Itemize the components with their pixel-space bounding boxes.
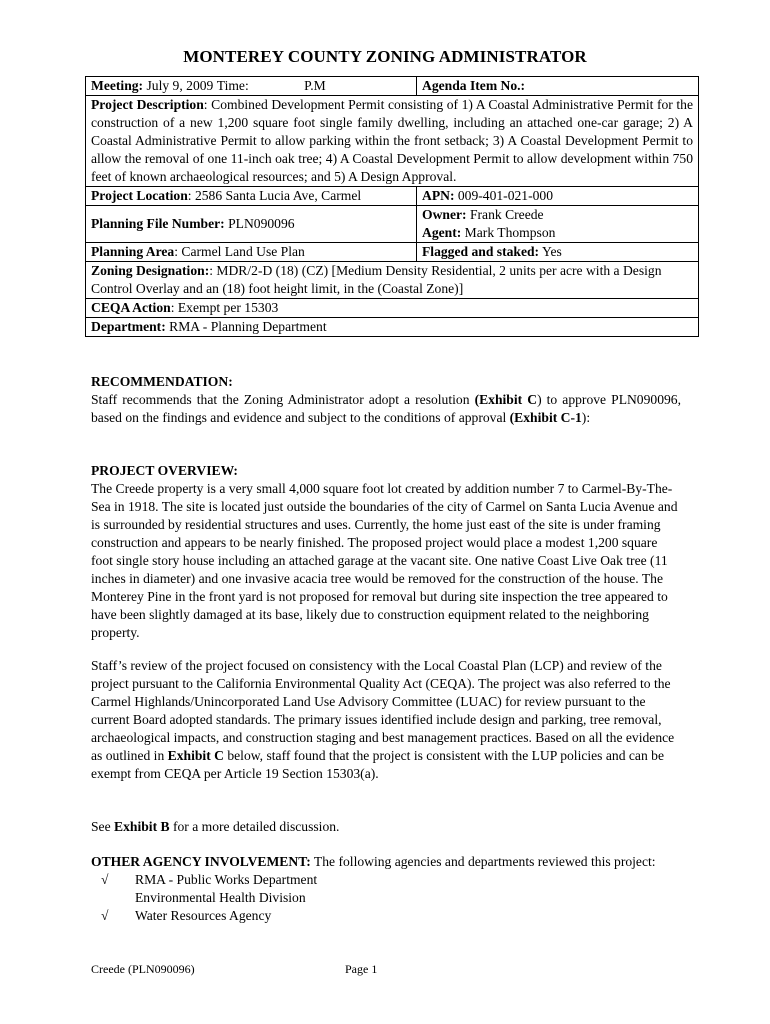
other-agency-intro: The following agencies and departments reviewed this project:	[310, 854, 656, 869]
overview-text-part: below, staff found that the project is consistent with the LUP policies and can be exempt from CEQA per Article 19 Section 15303(a).	[91, 748, 664, 781]
project-location-cell	[86, 187, 417, 206]
page-title: MONTEREY COUNTY ZONING ADMINISTRATOR	[183, 47, 587, 66]
flagged-label: Flagged and staked:	[422, 244, 540, 259]
agency-name: Environmental Health Division	[135, 890, 306, 905]
agency-name: Water Resources Agency	[135, 908, 272, 923]
footer-page-number: Page 1	[345, 962, 378, 976]
checkmark-icon: √	[101, 908, 109, 923]
flagged-cell	[417, 243, 699, 262]
planning-area-row	[86, 243, 699, 262]
recommendation-text	[91, 391, 681, 427]
meeting-row	[86, 77, 699, 96]
meeting-time-value: P.M	[304, 78, 326, 93]
owner-agent-cell	[417, 206, 699, 243]
recommendation-text-part: ) to approve PLN090096, based on the findings and evidence and subject to the conditions of approval	[91, 392, 681, 425]
planning-area-label: Planning Area	[91, 244, 175, 259]
footer-file-reference: Creede (PLN090096)	[91, 962, 195, 976]
owner-line	[422, 206, 693, 224]
exhibit-c-ref: Exhibit C	[167, 748, 224, 763]
project-description-label: Project Description	[91, 97, 204, 112]
meeting-label: Meeting:	[91, 78, 144, 93]
department-label: Department:	[91, 319, 166, 334]
see-text-part: for a more detailed discussion.	[169, 819, 340, 834]
department-cell	[86, 318, 699, 337]
agent-line	[422, 224, 693, 242]
recommendation-text-part: Staff recommends that the Zoning Administrator adopt a resolution	[91, 392, 475, 407]
zoning-cell	[86, 262, 699, 299]
agenda-item-label: Agenda Item No.:	[422, 78, 526, 93]
agent-label: Agent:	[422, 225, 462, 240]
overview-paragraph-2	[91, 657, 681, 783]
planning-area-cell	[86, 243, 417, 262]
overview-heading: PROJECT OVERVIEW:	[91, 463, 238, 478]
department-row	[86, 318, 699, 337]
planning-file-row	[86, 206, 699, 243]
owner-value: Frank Creede	[469, 207, 544, 222]
agency-name: RMA - Public Works Department	[135, 872, 318, 887]
zoning-label: Zoning Designation:	[91, 263, 210, 278]
planning-file-cell	[86, 206, 417, 243]
apn-cell	[417, 187, 699, 206]
meeting-cell	[86, 77, 417, 96]
exhibit-c-ref: (Exhibit C	[474, 392, 538, 407]
overview-text-part: Staff’s review of the project focused on consistency with the Local Coastal Plan (LCP) and review of the project pursuant to the California Environmental Quality Act (CEQA). The project was also referred to the Carmel Highlands/Unincorporated Land Use Advisory Committee (LUAC) for review pursuant to the current Board adopted standards. The primary issues identified include design and parking, tree removal, archaeological impacts, and construction staging and best management practices. Based on all the evidence as outlined in	[91, 658, 675, 763]
location-row	[86, 187, 699, 206]
zoning-value: : MDR/2-D (18) (CZ) [Medium Density Residential, 2 units per acre with a Design Control Overlay and an (18) foot height limit, in the (Coastal Zone)]	[91, 263, 662, 296]
planning-file-value: PLN090096	[228, 216, 295, 231]
owner-label: Owner:	[422, 207, 467, 222]
project-info-table	[85, 76, 699, 337]
project-description-row	[86, 96, 699, 187]
see-text-part: See	[91, 819, 115, 834]
ceqa-cell	[86, 299, 699, 318]
agenda-item-cell	[417, 77, 699, 96]
apn-label: APN:	[422, 188, 455, 203]
apn-value: 009-401-021-000	[457, 188, 554, 203]
project-location-value: : 2586 Santa Lucia Ave, Carmel	[187, 188, 362, 203]
exhibit-c1-ref: (Exhibit C-1	[509, 410, 582, 425]
see-exhibit-b-line	[91, 818, 681, 836]
agent-value: Mark Thompson	[464, 225, 556, 240]
other-agency-intro-line	[91, 853, 681, 871]
meeting-date: July 9, 2009	[146, 78, 214, 93]
overview-section	[91, 462, 681, 642]
flagged-value: Yes	[541, 244, 562, 259]
project-description-text: : Combined Development Permit consisting of 1) A Coastal Administrative Permit for the construction of a new 1,200 square foot single family dwelling, including an attached one-car garage; 2) A Coastal Administrative Permit to allow parking within the front setback; 3) A Coastal Development Permit to allow the removal of one 11-inch oak tree; 4) A Coastal Development Permit to allow development within 750 feet of known archaeological resources; and 5) A Design Approval.	[91, 97, 693, 184]
other-agency-section	[91, 853, 681, 925]
project-description-cell	[86, 96, 699, 187]
department-value: RMA - Planning Department	[169, 319, 327, 334]
other-agency-heading: OTHER AGENCY INVOLVEMENT:	[91, 854, 311, 869]
recommendation-heading: RECOMMENDATION:	[91, 374, 233, 389]
checkmark-icon: √	[101, 872, 109, 887]
ceqa-label: CEQA Action	[91, 300, 171, 315]
project-location-label: Project Location	[91, 188, 188, 203]
meeting-time-label: Time:	[216, 78, 249, 93]
agency-list	[91, 871, 681, 925]
agency-list-item	[91, 871, 681, 889]
recommendation-section	[91, 373, 681, 427]
zoning-row	[86, 262, 699, 299]
planning-area-value: : Carmel Land Use Plan	[174, 244, 305, 259]
planning-file-label: Planning File Number:	[91, 216, 225, 231]
agency-list-item	[91, 889, 681, 907]
ceqa-value: : Exempt per 15303	[170, 300, 279, 315]
recommendation-text-part: ):	[581, 410, 591, 425]
agency-list-item	[91, 907, 681, 925]
ceqa-row	[86, 299, 699, 318]
exhibit-b-ref: Exhibit B	[114, 819, 170, 834]
overview-paragraph-1: The Creede property is a very small 4,000 square foot lot created by addition number 7 to Carmel-By-The-Sea in 1918. The site is located just outside the boundaries of the city of Carmel on Santa Lucia Avenue and is surrounded by residential structures and uses. Currently, the home just east of the site is under framing construction and appears to be nearly finished. The proposed project would place a modest 1,200 square foot single story house including an attached garage at the vacant site. One native Coast Live Oak tree (11 inches in diameter) and one invasive acacia tree would be removed for the construction of the house. The Monterey Pine in the front yard is not proposed for removal but during site inspection the tree appeared to have been slightly damaged at its base, likely due to construction equipment related to the neighboring property.	[91, 481, 678, 640]
